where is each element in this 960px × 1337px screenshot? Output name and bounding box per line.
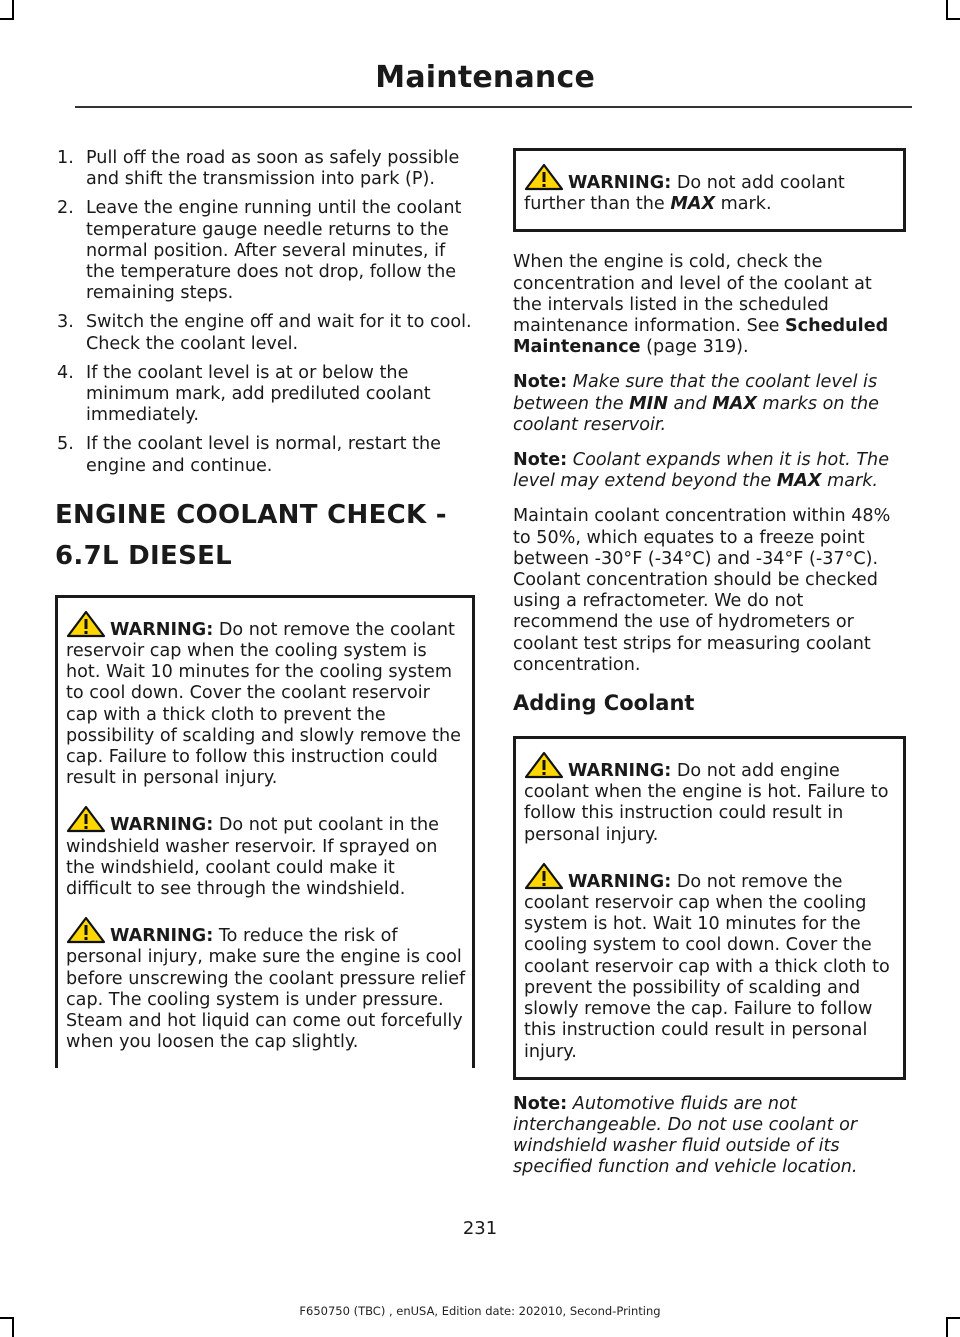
crop-mark bbox=[12, 0, 14, 20]
crop-mark bbox=[946, 0, 948, 20]
step-number: 3. bbox=[57, 312, 74, 333]
warning-label: WARNING: bbox=[110, 926, 214, 947]
sub-heading: Adding Coolant bbox=[513, 691, 695, 716]
header-divider bbox=[75, 106, 912, 108]
warning-block bbox=[524, 163, 897, 215]
warning-text: Do not remove the coolant reservoir cap when the cooling system is hot. Wait 10 minutes for the cooling system to cool down. Cover the coolant reservoir cap with a thick cloth to prevent the possibility of scalding and slowly remove the cap. Failure to follow this instruction could result in personal injury. bbox=[524, 871, 890, 1062]
warning-label: WARNING: bbox=[568, 871, 672, 892]
steps-list bbox=[55, 148, 475, 477]
note-text: Automotive fluids are not interchangeable. Do not use coolant or windshield washer fluid outside of its specified function and vehicle location. bbox=[513, 1093, 858, 1178]
list-item bbox=[55, 434, 475, 476]
crop-mark bbox=[946, 18, 960, 20]
cross-reference-link[interactable]: Scheduled Maintenance bbox=[513, 316, 889, 358]
min-mark-text: MIN bbox=[629, 393, 668, 414]
warning-triangle-icon bbox=[66, 610, 106, 638]
step-text: If the coolant level is at or below the minimum mark, add prediluted coolant immediately. bbox=[86, 362, 431, 426]
step-number: 5. bbox=[57, 434, 74, 455]
max-mark-text: MAX bbox=[670, 194, 716, 215]
warning-triangle-icon bbox=[524, 751, 564, 779]
section-heading-line: 6.7L DIESEL bbox=[55, 540, 233, 571]
note bbox=[513, 372, 906, 436]
note-text: and bbox=[667, 393, 713, 414]
crop-mark bbox=[946, 1317, 948, 1337]
warning-label: WARNING: bbox=[110, 815, 214, 836]
note-text: marks on the coolant reservoir. bbox=[513, 393, 879, 435]
edition-footer: F650750 (TBC) , enUSA, Edition date: 202010, Second-Printing bbox=[299, 1304, 661, 1318]
note-text: mark. bbox=[821, 471, 879, 492]
right-column bbox=[513, 148, 906, 1193]
page-title: Maintenance bbox=[375, 60, 595, 95]
paragraph-text: When the engine is cold, check the concentration and level of the coolant at the intervals listed in the scheduled maintenance information. See bbox=[513, 252, 872, 337]
warning-block bbox=[524, 862, 897, 1063]
step-number: 1. bbox=[57, 148, 74, 168]
warning-triangle-icon bbox=[524, 862, 564, 890]
warning-label: WARNING: bbox=[110, 619, 214, 640]
note bbox=[513, 450, 906, 492]
warning-text: Do not add coolant further than the bbox=[524, 173, 845, 215]
max-mark-text: MAX bbox=[776, 471, 822, 492]
step-number: 2. bbox=[57, 198, 74, 219]
warning-text: Do not remove the coolant reservoir cap when the cooling system is hot. Wait 10 minutes for the cooling system to cool down. Cover the coolant reservoir cap with a thick cloth to prevent the possibility of scalding and slowly remove the cap. Failure to follow this instruction could result in personal injury. bbox=[66, 619, 461, 789]
warning-triangle-icon bbox=[524, 163, 564, 191]
step-number: 4. bbox=[57, 362, 74, 383]
warning-label: WARNING: bbox=[568, 173, 672, 193]
list-item bbox=[55, 363, 475, 427]
warning-text: Do not put coolant in the windshield washer reservoir. If sprayed on the windshield, coolant could make it difficult to see through the windshield. bbox=[66, 815, 439, 900]
step-text: Switch the engine off and wait for it to cool. Check the coolant level. bbox=[86, 312, 472, 354]
left-column bbox=[55, 148, 475, 1068]
list-item bbox=[55, 198, 475, 304]
warning-box bbox=[513, 148, 906, 232]
list-item bbox=[55, 148, 475, 190]
warning-block bbox=[524, 751, 897, 846]
page-reference: (page 319). bbox=[640, 337, 749, 358]
section-heading-line: ENGINE COOLANT CHECK - bbox=[55, 499, 447, 530]
note-label: Note: bbox=[513, 1093, 568, 1114]
note-text: Coolant expands when it is hot. The level may extend beyond the bbox=[513, 450, 890, 492]
crop-mark bbox=[12, 1317, 14, 1337]
page-number: 231 bbox=[462, 1218, 498, 1239]
note-text: Make sure that the coolant level is between the bbox=[513, 372, 878, 414]
note bbox=[513, 1094, 906, 1179]
warning-text: To reduce the risk of personal injury, make sure the engine is cool before unscrewing the coolant pressure relief cap. The cooling system is under pressure. Steam and hot liquid can come out forcefully when you loosen the cap slightly. bbox=[66, 926, 466, 1053]
warning-triangle-icon bbox=[66, 805, 106, 833]
max-mark-text: MAX bbox=[712, 393, 757, 414]
warning-block bbox=[66, 916, 466, 1053]
warning-text: mark. bbox=[715, 194, 772, 215]
list-item bbox=[55, 312, 475, 354]
warning-label: WARNING: bbox=[568, 761, 672, 782]
note-label: Note: bbox=[513, 372, 568, 393]
paragraph: Maintain coolant concentration within 48% to 50%, which equates to a freeze point between -30°F (-34°C) and -34°F (-37°C). Coolant concentration should be checked using a refractometer. We do not recommend the use of hydrometers or coolant test strips for measuring coolant concentration. bbox=[513, 506, 891, 675]
crop-mark bbox=[0, 18, 14, 20]
warning-box bbox=[513, 736, 906, 1080]
warning-triangle-icon bbox=[66, 916, 106, 944]
step-text: Pull off the road as soon as safely possible and shift the transmission into park (P). bbox=[86, 148, 460, 190]
warning-text: Do not add engine coolant when the engine is hot. Failure to follow this instruction could result in personal injury. bbox=[524, 761, 889, 845]
warning-box bbox=[55, 595, 475, 1068]
paragraph bbox=[513, 252, 906, 358]
section-heading bbox=[55, 499, 475, 573]
note-label: Note: bbox=[513, 450, 568, 471]
step-text: If the coolant level is normal, restart the engine and continue. bbox=[86, 434, 441, 476]
warning-block bbox=[66, 805, 466, 900]
step-text: Leave the engine running until the coolant temperature gauge needle returns to the normal position. After several minutes, if the temperature does not drop, follow the remaining steps. bbox=[86, 198, 462, 304]
warning-block bbox=[66, 610, 466, 790]
